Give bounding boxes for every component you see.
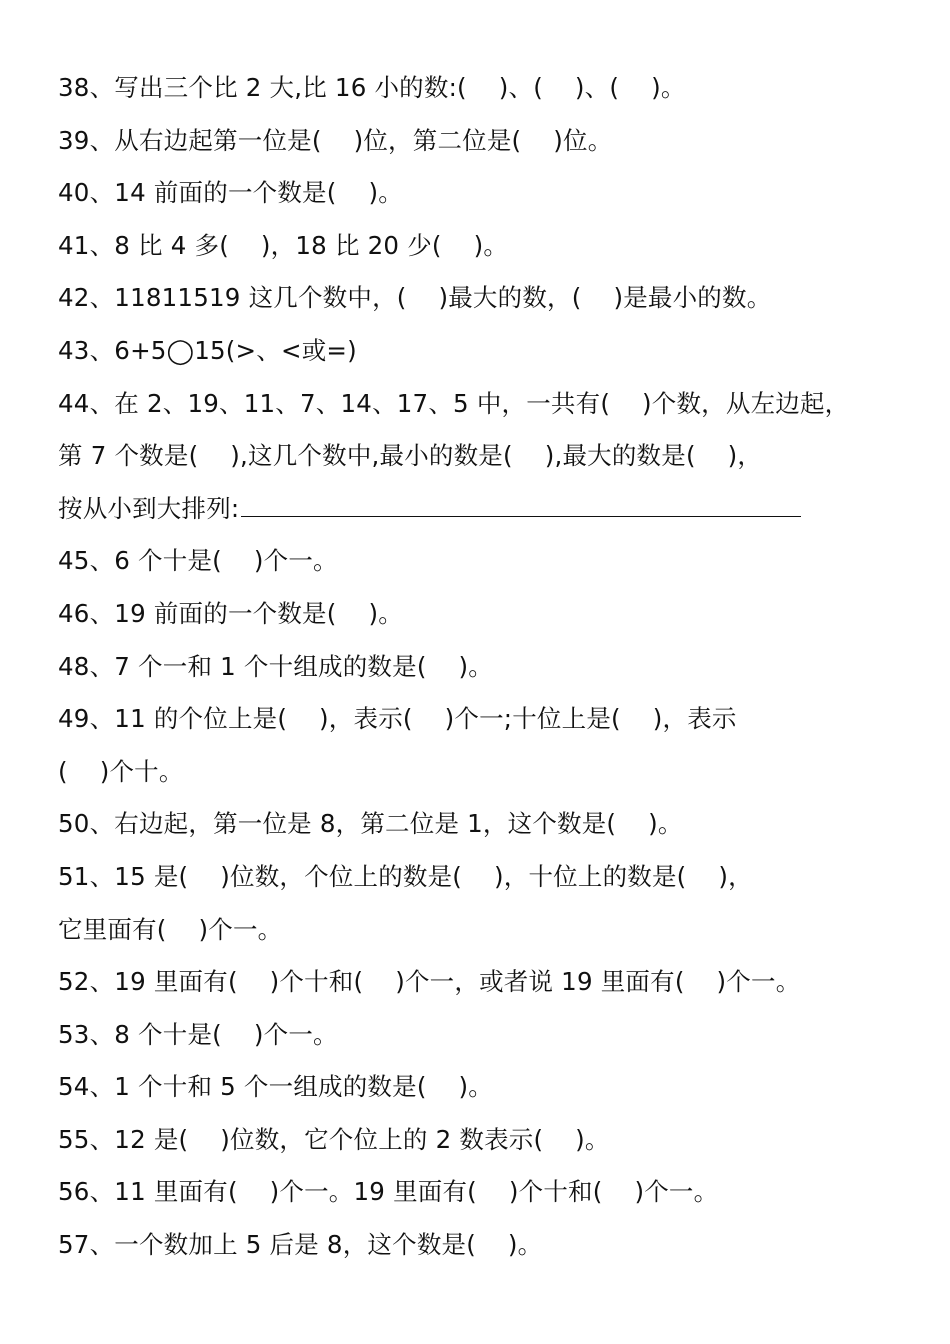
question-46: 46、19 前面的一个数是( )。 <box>58 598 403 628</box>
question-51-line-2: 它里面有( )个一。 <box>58 914 283 944</box>
question-44-line-2: 第 7 个数是( ),这几个数中,最小的数是( ),最大的数是( )， <box>58 441 763 471</box>
question-41: 41、8 比 4 多( )，18 比 20 少( )。 <box>58 230 509 260</box>
question-45: 45、6 个十是( )个一。 <box>58 546 338 576</box>
question-50: 50、右边起，第一位是 8，第二位是 1，这个数是( )。 <box>58 809 683 839</box>
question-42: 42、11811519 这几个数中，( )最大的数，( )是最小的数。 <box>58 283 772 313</box>
question-52: 52、19 里面有( )个十和( )个一，或者说 19 里面有( )个一。 <box>58 967 801 997</box>
question-38: 38、写出三个比 2 大,比 16 小的数:( )、( )、( )。 <box>58 73 686 102</box>
question-48: 48、7 个一和 1 个十组成的数是( )。 <box>58 651 493 681</box>
answer-line <box>241 492 801 517</box>
question-53: 53、8 个十是( )个一。 <box>58 1019 338 1049</box>
question-57: 57、一个数加上 5 后是 8，这个数是( )。 <box>58 1230 543 1260</box>
question-49-line-1: 49、11 的个位上是( )，表示( )个一;十位上是( )，表示 <box>58 704 737 734</box>
question-51-line-1: 51、15 是( )位数，个位上的数是( )，十位上的数是( )， <box>58 861 753 891</box>
question-40: 40、14 前面的一个数是( )。 <box>58 178 403 208</box>
question-44-line-1: 44、在 2、19、11、7、14、17、5 中，一共有( )个数，从左边起， <box>58 388 850 418</box>
question-39: 39、从右边起第一位是( )位，第二位是( )位。 <box>58 125 613 155</box>
question-55: 55、12 是( )位数，它个位上的 2 数表示( )。 <box>58 1124 610 1154</box>
question-44-sort-label: 按从小到大排列: <box>58 493 240 523</box>
question-44-line-3 <box>58 483 938 536</box>
question-56: 56、11 里面有( )个一。19 里面有( )个十和( )个一。 <box>58 1177 719 1207</box>
question-43: 43、6+5◯15(>、<或=) <box>58 335 357 365</box>
question-49-line-2: ( )个十。 <box>58 756 184 786</box>
worksheet <box>58 62 938 1272</box>
question-54: 54、1 个十和 5 个一组成的数是( )。 <box>58 1072 493 1102</box>
